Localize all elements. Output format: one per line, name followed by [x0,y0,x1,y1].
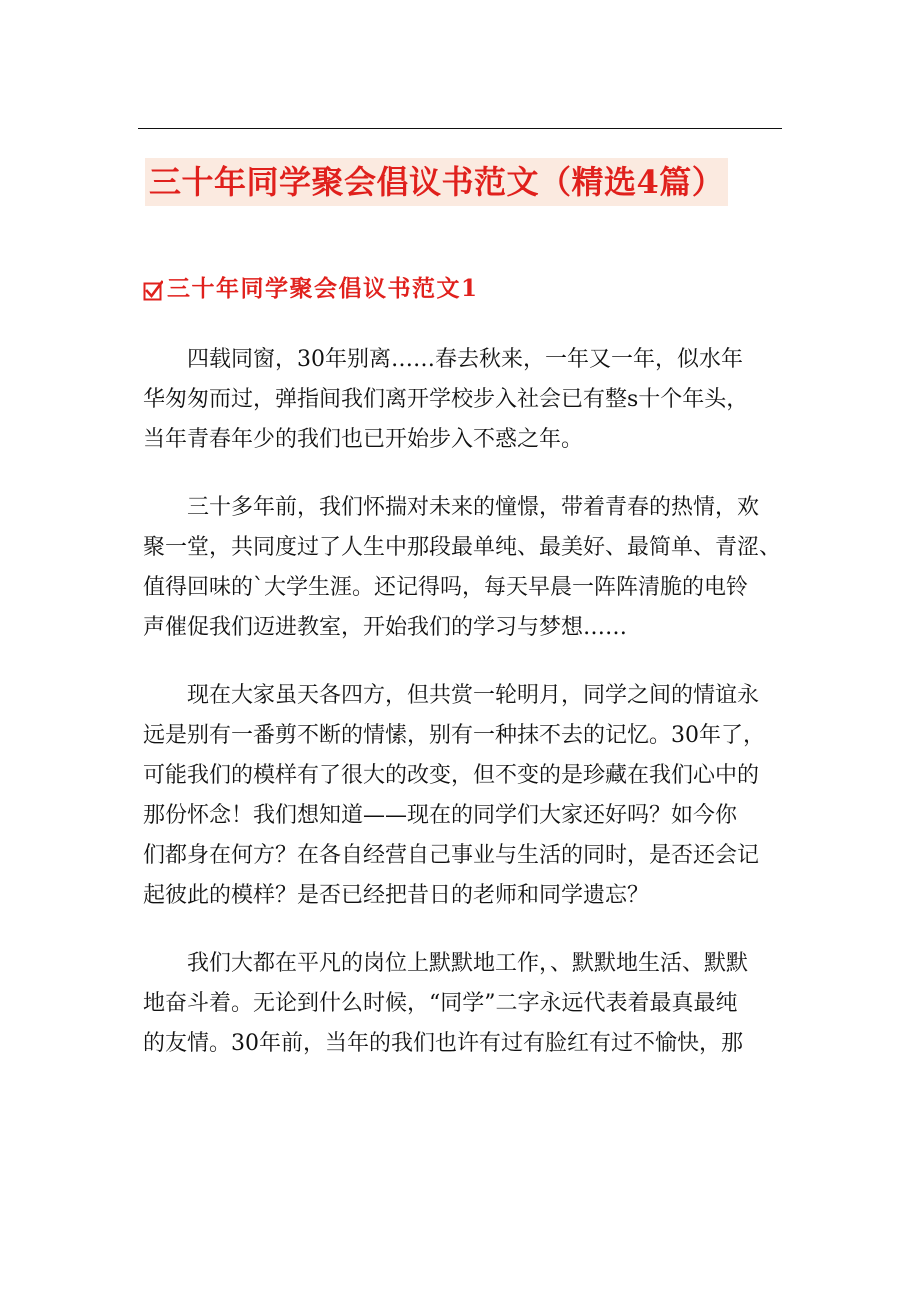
paragraph-line: 四载同窗，30年别离……春去秋来，一年又一年，似水年 [187,347,743,372]
paragraph-line: 我们大都在平凡的岗位上默默地工作，、默默地生活、默默 [187,951,749,976]
paragraph-line: 现在大家虽天各四方，但共赏一轮明月，同学之间的情谊永 [187,683,760,708]
paragraph-line: 华匆匆而过，弹指间我们离开学校步入社会已有整s十个年头， [143,387,749,412]
paragraph-line: 那份怀念！我们想知道——现在的同学们大家还好吗？如今你 [143,803,738,828]
header-rule [138,128,782,129]
body-text [143,340,783,1092]
paragraph-line: 可能我们的模样有了很大的改变，但不变的是珍藏在我们心中的 [143,763,760,788]
paragraph-line: 的友情。30年前，当年的我们也许有过有脸红有过不愉快，那 [143,1031,743,1056]
section-heading-text: 三十年同学聚会倡议书范文1 [167,275,479,302]
paragraph-line: 们都身在何方？在各自经营自己事业与生活的同时，是否还会记 [143,843,760,868]
document-title: 三十年同学聚会倡议书范文（精选4篇） [145,158,728,206]
checkbox-check-icon [143,278,163,300]
section-heading [143,272,479,306]
paragraph-line: 远是别有一番剪不断的情愫，别有一种抹不去的记忆。30年了， [143,723,765,748]
paragraph-line: 三十多年前，我们怀揣对未来的憧憬，带着青春的热情，欢 [187,495,760,520]
paragraph-2 [143,488,783,648]
paragraph-line: 地奋斗着。无论到什么时候，“同学”二字永远代表着最真最纯 [143,991,738,1016]
paragraph-line: 值得回味的`大学生涯。还记得吗，每天早晨一阵阵清脆的电铃 [143,575,749,600]
paragraph-line: 起彼此的模样？是否已经把昔日的老师和同学遗忘？ [143,883,650,908]
paragraph-line: 声催促我们迈进教室，开始我们的学习与梦想…… [143,615,628,640]
paragraph-4 [143,944,783,1064]
paragraph-line: 当年青春年少的我们也已开始步入不惑之年。 [143,427,584,452]
paragraph-3 [143,676,783,916]
paragraph-1 [143,340,783,460]
paragraph-line: 聚一堂，共同度过了人生中那段最单纯、最美好、最简单、青涩、 [143,535,782,560]
